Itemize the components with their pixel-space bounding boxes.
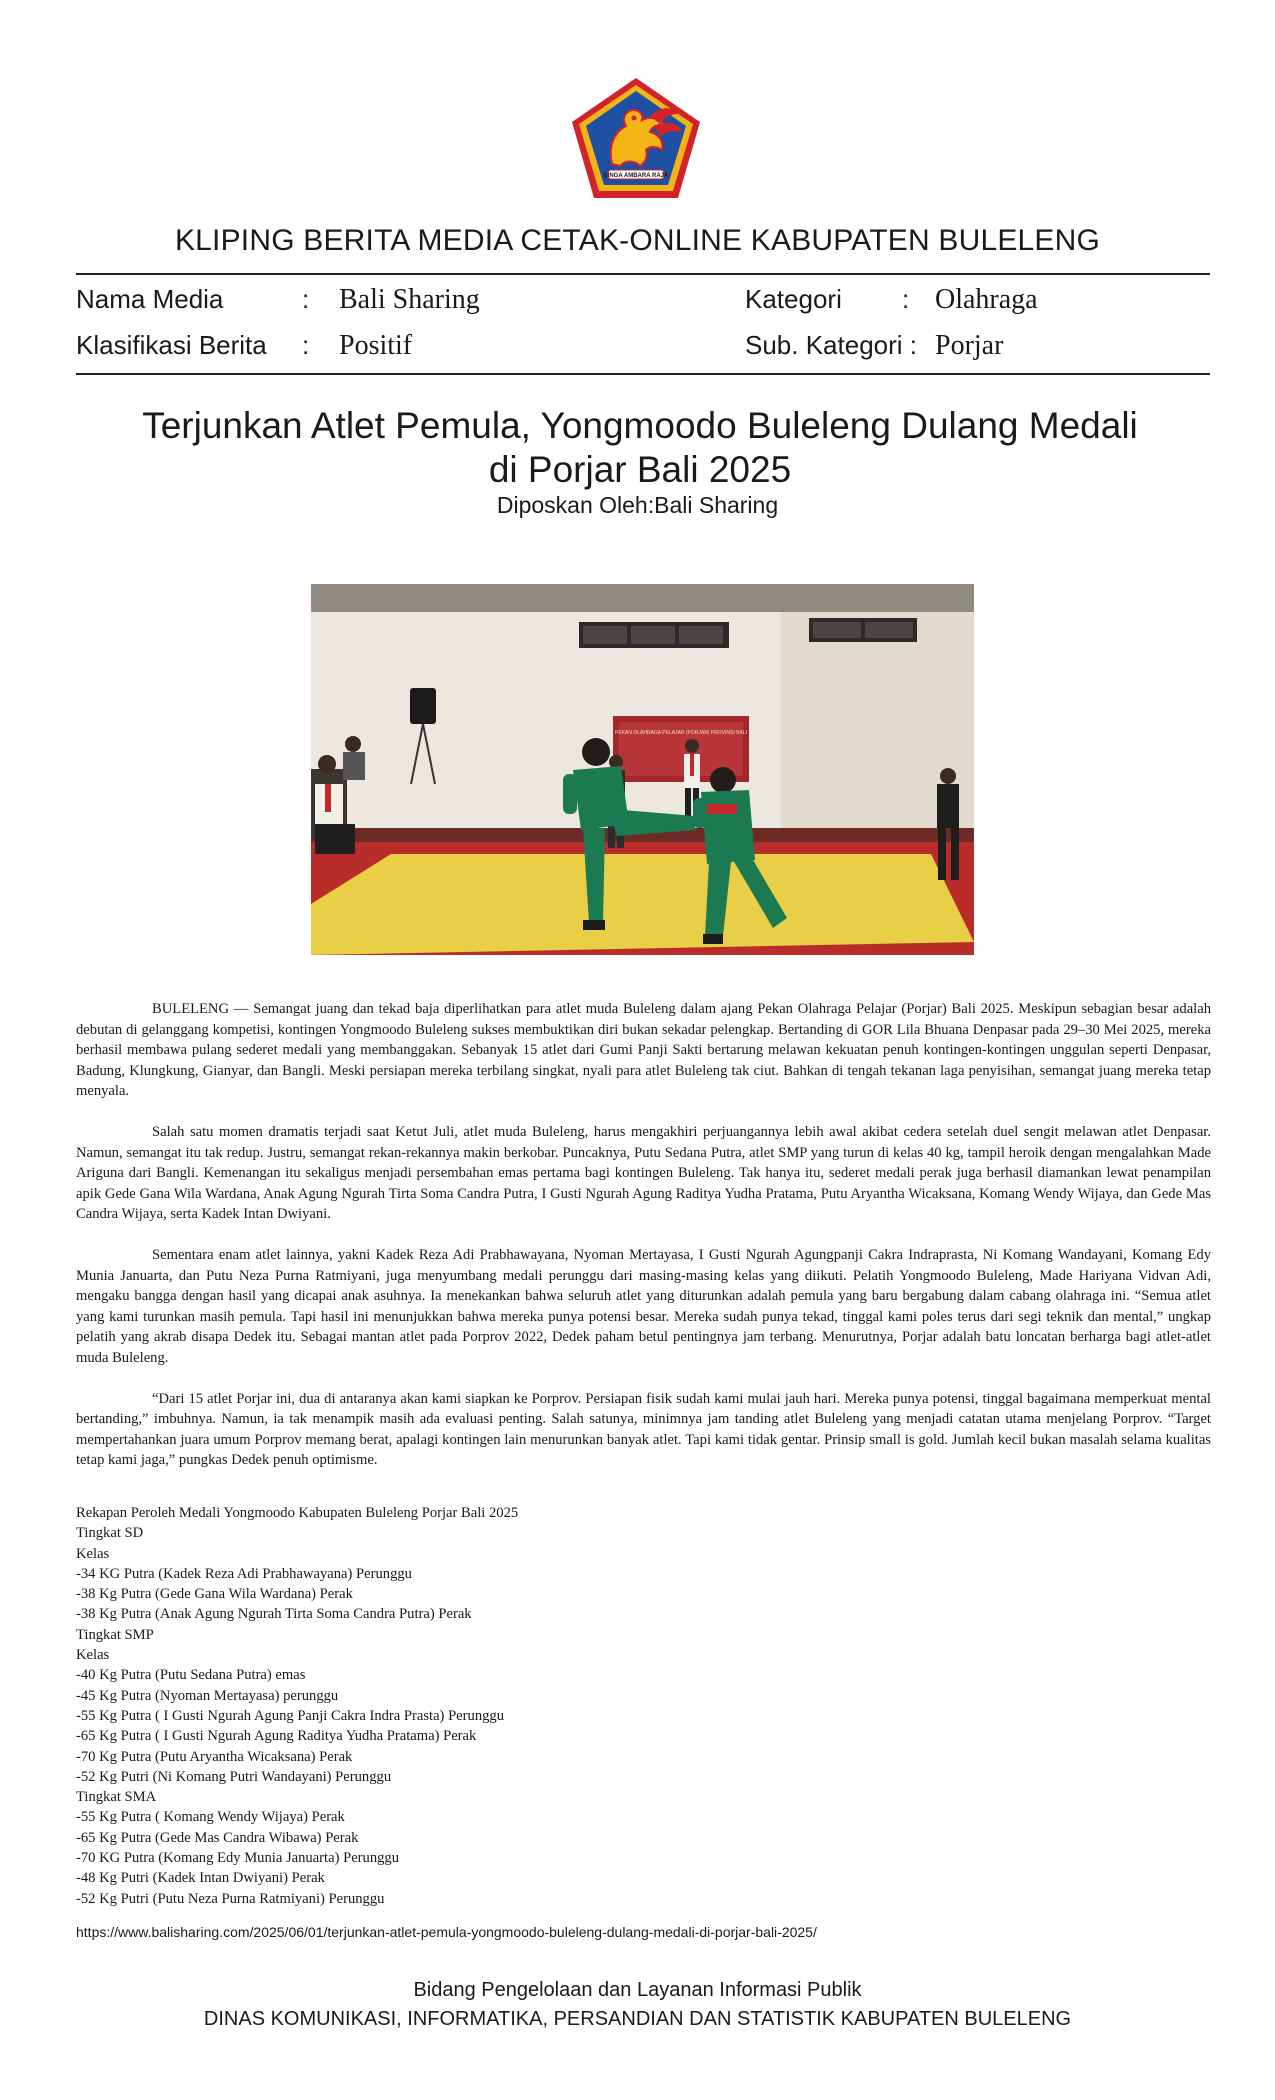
klasifikasi-label: Klasifikasi Berita: [76, 330, 267, 360]
nama-media-label: Nama Media: [76, 284, 224, 314]
klasifikasi-value: Positif: [339, 330, 413, 361]
article-photo: [311, 584, 974, 955]
recap-line: Kelas: [76, 1545, 110, 1562]
recap-line: -48 Kg Putri (Kadek Intan Dwiyani) Perak: [76, 1870, 325, 1887]
article-body: [76, 999, 1211, 1491]
recap-line: Tingkat SMP: [76, 1626, 154, 1643]
recap-title: Rekapan Peroleh Medali Yongmoodo Kabupaten Buleleng Porjar Bali 2025: [76, 1505, 519, 1521]
article-paragraph: Salah satu momen dramatis terjadi saat Ketut Juli, atlet muda Buleleng, harus mengakhiri perjuangannya lebih awal akibat cedera setelah duel sengit melawan atlet Denpasar. Namun, semangat itu tak redup. Justru, semangat rekan-rekannya makin berkobar. Puncaknya, Putu Sedana Putra, atlet SMP yang turun di kelas 40 kg, tampil heroik dengan mengalahkan Made Ariguna dari Bangli. Kemenangan itu sekaligus menjadi persembahan emas pertama bagi kontingen Buleleng. Tak hanya itu, sederet medali perak juga berhasil diamankan lewat penampilan apik Gede Gana Wila Wardana, Anak Agung Ngurah Tirta Soma Candra Putra, I Gusti Ngurah Agung Raditya Yudha Pratama, Putu Aryantha Wicaksana, Komang Wendy Wijaya, dan Gede Mas Candra Wijaya, serta Kadek Intan Dwiyani.: [76, 1124, 1211, 1222]
sub-kategori-label: Sub. Kategori :: [745, 330, 917, 360]
klasifikasi-colon: :: [302, 330, 310, 360]
header-top-rule: [76, 273, 1210, 275]
recap-line: -40 Kg Putra (Putu Sedana Putra) emas: [76, 1667, 306, 1684]
recap-line: -38 Kg Putra (Gede Gana Wila Wardana) Perak: [76, 1586, 353, 1603]
medal-recap-list: [76, 1503, 776, 1909]
recap-line: -34 KG Putra (Kadek Reza Adi Prabhawayana) Perunggu: [76, 1565, 412, 1582]
recap-line: -52 Kg Putri (Ni Komang Putri Wandayani) Perunggu: [76, 1768, 392, 1785]
photo-banner-text: PEKAN OLAHRAGA PELAJAR (PORJAR) PROVINSI BALI: [615, 730, 747, 736]
article-title-line-1: Terjunkan Atlet Pemula, Yongmoodo Buleleng Dulang Medali: [142, 405, 1138, 446]
article-paragraph: “Dari 15 atlet Porjar ini, dua di antaranya akan kami siapkan ke Porprov. Persiapan fisik sudah kami mulai jauh hari. Mereka punya potensi, tinggal bagaimana memperkuat mental bertanding,” imbuhnya. Namun, ia tak menampik masih ada evaluasi penting. Salah satunya, minimnya jam tanding atlet Buleleng yang menjadi catatan utama menjelang Porprov. “Target mempertahankan juara umum Porprov memang berat, apalagi kontingen lain menurunkan banyak atlet. Tapi kami tidak gentar. Prinsip small is gold. Jumlah kecil bukan masalah selama kualitas tetap kami jaga,” pungkas Dedek penuh optimisme.: [76, 1390, 1211, 1468]
article-title-line-2: di Porjar Bali 2025: [488, 449, 792, 490]
article-byline: Diposkan Oleh:Bali Sharing: [496, 492, 779, 518]
article-paragraph: BULELENG — Semangat juang dan tekad baja diperlihatkan para atlet muda Buleleng dalam ajang Pekan Olahraga Pelajar (Porjar) Bali 2025. Meskipun sebagian besar adalah debutan di gelanggang kompetisi, kontingen Yongmoodo Buleleng sukses membuktikan diri bukan sekadar pelengkap. Bertanding di GOR Lila Bhuana Denpasar pada 29–30 Mei 2025, mereka berhasil membawa pulang sederet medali yang membanggakan. Sebanyak 15 atlet dari Gumi Panji Sakti bertarung melawan kekuatan penuh kontingen-kontingen unggulan seperti Denpasar, Badung, Klungkung, Gianyar, dan Bangli. Meski persiapan mereka terbilang singkat, nyali para atlet Buleleng tak ciut. Bahkan di tengah tekanan laga penyisihan, semangat juang mereka tetap menyala.: [76, 1001, 1211, 1099]
recap-line: -38 Kg Putra (Anak Agung Ngurah Tirta Soma Candra Putra) Perak: [76, 1606, 472, 1623]
sub-kategori-value: Porjar: [935, 330, 1004, 361]
recap-line: -70 Kg Putra (Putu Aryantha Wicaksana) Perak: [76, 1748, 353, 1765]
clipping-header-title: KLIPING BERITA MEDIA CETAK-ONLINE KABUPATEN BULELENG: [174, 224, 1101, 257]
nama-media-colon: :: [302, 284, 310, 314]
recap-line: -65 Kg Putra (Gede Mas Candra Wibawa) Perak: [76, 1829, 359, 1846]
header-bottom-rule: [76, 373, 1210, 375]
buleleng-regency-emblem: [568, 76, 704, 200]
recap-line: Tingkat SD: [76, 1525, 144, 1542]
source-url[interactable]: https://www.balisharing.com/2025/06/01/terjunkan-atlet-pemula-yongmoodo-buleleng-dulang-medali-di-porjar-bali-2025/: [76, 1924, 817, 1940]
nama-media-value: Bali Sharing: [339, 284, 480, 315]
recap-line: -70 KG Putra (Komang Edy Munia Januarta) Perunggu: [76, 1850, 400, 1867]
footer-agency: DINAS KOMUNIKASI, INFORMATIKA, PERSANDIAN DAN STATISTIK KABUPATEN BULELENG: [203, 2008, 1072, 2030]
recap-line: -52 Kg Putri (Putu Neza Purna Ratmiyani) Perunggu: [76, 1890, 385, 1907]
article-title: [140, 404, 1140, 492]
kategori-value: Olahraga: [935, 284, 1038, 315]
recap-line: -55 Kg Putra ( Komang Wendy Wijaya) Perak: [76, 1809, 345, 1826]
recap-line: -55 Kg Putra ( I Gusti Ngurah Agung Panji Cakra Indra Prasta) Perunggu: [76, 1707, 505, 1724]
recap-line: -45 Kg Putra (Nyoman Mertayasa) perunggu: [76, 1687, 339, 1704]
recap-line: Kelas: [76, 1647, 110, 1664]
recap-line: Tingkat SMA: [76, 1789, 157, 1806]
recap-line: -65 Kg Putra ( I Gusti Ngurah Agung Raditya Yudha Pratama) Perak: [76, 1728, 477, 1745]
kategori-colon: :: [902, 284, 910, 314]
footer-division: Bidang Pengelolaan dan Layanan Informasi Publik: [413, 1979, 862, 2001]
emblem-motto-text: SINGA AMBARA RAJA: [603, 173, 669, 179]
kategori-label: Kategori: [745, 284, 842, 314]
article-paragraph: Sementara enam atlet lainnya, yakni Kadek Reza Adi Prabhawayana, Nyoman Mertayasa, I Gusti Ngurah Agungpanji Cakra Indraprasta, Ni Komang Wandayani, Komang Edy Munia Januarta, dan Putu Neza Purna Ratmiyani, juga menyumbang medali perunggu dari masing-masing kelas yang diikuti. Pelatih Yongmoodo Buleleng, Made Hariyana Vidvan Adi, mengaku bangga dengan hasil yang dicapai anak asuhnya. Ia menekankan bahwa seluruh atlet yang diturunkan adalah pemula yang baru bergabung dalam cabang olahraga ini. “Semua atlet yang kami turunkan masih pemula. Tapi hasil ini menunjukkan bahwa mereka punya potensi besar. Mereka sudah punya tekad, tinggal kami poles terus dari segi teknik dan mental,” ungkap pelatih yang akrab disapa Dedek itu. Sebagai mantan atlet pada Porprov 2022, Dedek paham betul pentingnya jam terbang. Menurutnya, Porjar adalah batu loncatan berharga bagi atlet-atlet muda Buleleng.: [76, 1247, 1211, 1366]
